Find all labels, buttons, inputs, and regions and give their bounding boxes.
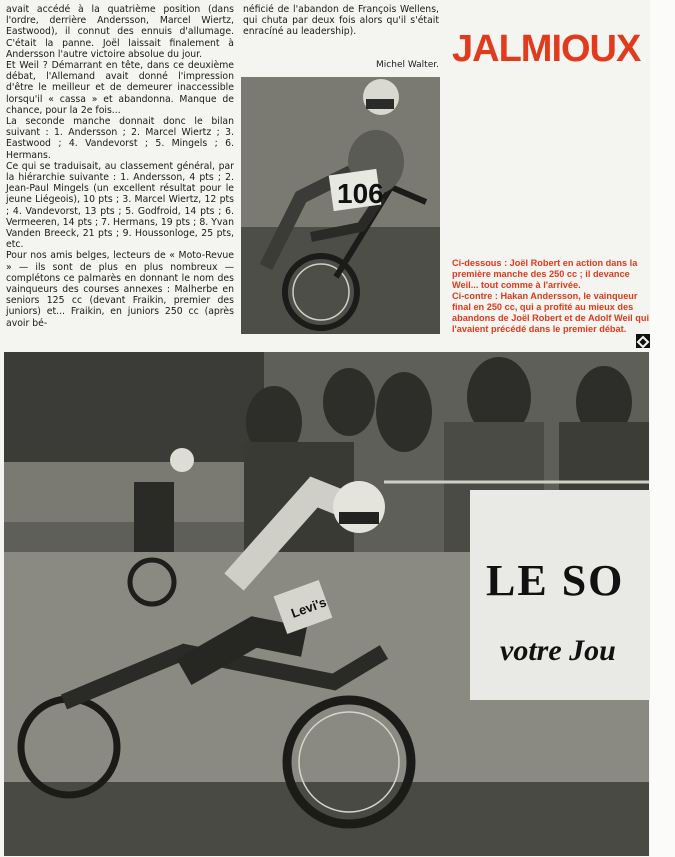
photo-caption: Ci-dessous : Joël Robert en action dans la première manche des 250 cc ; il devance Weil... tout comme à l'arrivée. Ci-contre : Hakan Andersson, le vainqueur final en 250 cc, qui a profité au mieux des abandons de Joël Robert et de Adolf Weil qui l'avaient précédé dans le premier débat. [452, 258, 650, 334]
author-signature: Michel Walter. [376, 60, 439, 70]
article-column-2 [243, 4, 439, 38]
paragraph-3: La seconde manche donnait donc le bilan suivant : 1. Andersson ; 2. Marcel Wiertz ; 3. Eastwood ; 4. Vandevorst ; 5. Mingels ; 6. Hermans. [6, 116, 234, 161]
paragraph-4: Ce qui se traduisait, au classement général, par la hiérarchie suivante : 1. Andersson, 4 pts ; 2. Jean-Paul Mingels (un excellent résultat pour le jeune Liégeois), 10 pts ; 3. Marcel Wiertz, 12 pts ; 4. Vandevorst, 13 pts ; 5. Godfroid, 14 pts ; 6. Vermeeren, 14 pts ; 7. Hermans, 19 pts ; 8. Yvan Vanden Breeck, 21 pts ; 9. Houssonloge, 25 pts, etc. [6, 160, 234, 251]
article-column-1 [6, 4, 234, 329]
paragraph-2: Et Weil ? Démarrant en tête, dans ce deuxième débat, l'Allemand avait donné l'impression d'être le meilleur et de demeurer inaccessible lorsqu'il « cassa » et abandonna. Manque de chance, pour la 2e fois... [6, 60, 234, 116]
banner-text-line-1: LE SO [486, 556, 625, 605]
page-margin [650, 0, 675, 857]
photo-joel-robert [241, 77, 440, 334]
page-marker-icon [636, 334, 650, 348]
paragraph-5: Pour nos amis belges, lecteurs de « Moto-Revue » — ils sont de plus en plus nombreux — complétons ce palmarès en donnant le nom des vainqueurs des courses annexes : Malherbe en seniors 125 cc (devant Fraikin, premier des juniors) et... Fraikin, en juniors 250 cc (après avoir bé- [6, 250, 234, 329]
number-plate: 106 [337, 178, 384, 209]
paragraph-1: avait accédé à la quatrième position (dans l'ordre, derrière Andersson, Marcel Wiertz, Eastwood), il connut des ennuis d'allumage. C'était la panne. Joël laissait finalement à Andersson l'autre victoire absolue du jour. [6, 4, 234, 60]
banner-text-line-2: votre Jou [500, 634, 616, 667]
paragraph-continuation: néficié de l'abandon de François Wellens, qui chuta par deux fois alors qu'il s'était enracíné au leadership). [243, 4, 439, 38]
jacket-text: Levi's [289, 594, 329, 621]
motocross-rider-illustration [241, 77, 440, 334]
page-title: JALMIOUX [452, 28, 641, 70]
